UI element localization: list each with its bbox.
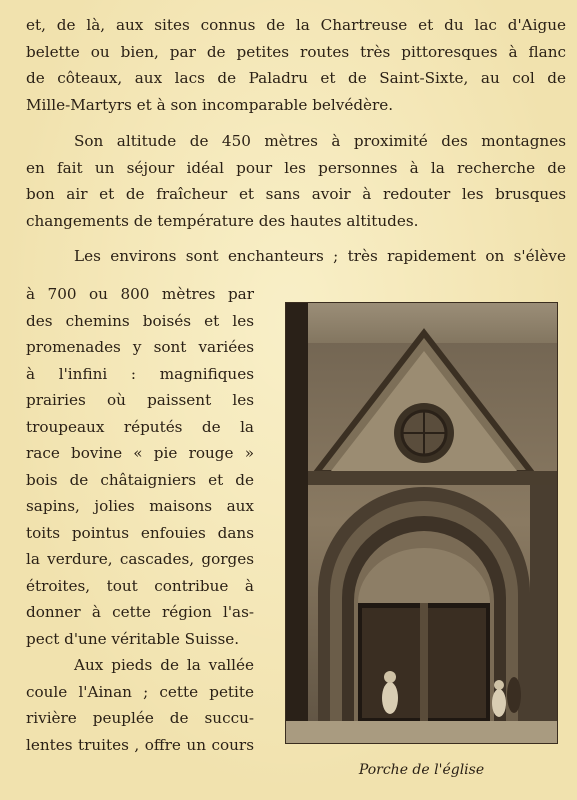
text-line: toits pointus enfouies dans bbox=[26, 523, 254, 542]
text-line: bois de châtaigniers et de bbox=[26, 470, 254, 489]
text-line: et, de là, aux sites connus de la Chartreuse et du lac d'Aigue bbox=[26, 16, 566, 34]
text-line: bon air et de fraîcheur et sans avoir à redouter les brusques bbox=[26, 185, 566, 203]
paragraph-1 bbox=[26, 12, 566, 118]
text-line: en fait un séjour idéal pour les personnes à la recherche de bbox=[26, 158, 566, 177]
text-line: Mille-Martyrs et à son incomparable belvédère. bbox=[26, 95, 394, 114]
text-line: donner à cette région l'as- bbox=[26, 603, 254, 621]
text-line: Son altitude de 450 mètres à proximité des montagnes bbox=[74, 132, 566, 150]
text-line: sapins, jolies maisons aux bbox=[26, 497, 254, 515]
text-line: coule l'Ainan ; cette petite bbox=[26, 682, 254, 701]
left-column-text bbox=[26, 281, 254, 758]
text-line: race bovine « pie rouge » bbox=[26, 444, 254, 462]
text-line: la verdure, cascades, gorges bbox=[26, 550, 254, 568]
text-line: troupeaux réputés de la bbox=[26, 417, 254, 436]
text-line: à l'infini : magnifiques bbox=[26, 364, 254, 383]
text-line: prairies où paissent les bbox=[26, 391, 254, 409]
text-line: des chemins boisés et les bbox=[26, 311, 254, 330]
text-line: pect d'une véritable Suisse. bbox=[26, 629, 240, 648]
text-line: à 700 ou 800 mètres par bbox=[26, 285, 254, 303]
church-porch-photo bbox=[286, 303, 557, 743]
text-line: Les environs sont enchanteurs ; très rapidement on s'élève bbox=[74, 247, 566, 265]
text-line: lentes truites , offre un cours bbox=[26, 735, 254, 754]
photo-caption: Porche de l'église bbox=[358, 762, 485, 778]
paragraph-2 bbox=[26, 128, 566, 234]
text-line: belette ou bien, par de petites routes très pittoresques à flanc bbox=[26, 42, 566, 61]
text-line: promenades y sont variées bbox=[26, 338, 254, 356]
text-line: étroites, tout contribue à bbox=[26, 576, 254, 595]
text-line: changements de température des hautes altitudes. bbox=[26, 211, 419, 230]
text-line: Aux pieds de la vallée bbox=[74, 656, 254, 674]
paragraph-3-first-line bbox=[26, 243, 566, 270]
church-porch-illustration bbox=[286, 303, 557, 743]
text-line: de côteaux, aux lacs de Paladru et de Saint-Sixte, au col de bbox=[26, 69, 566, 87]
text-line: rivière peuplée de succu- bbox=[26, 709, 254, 727]
